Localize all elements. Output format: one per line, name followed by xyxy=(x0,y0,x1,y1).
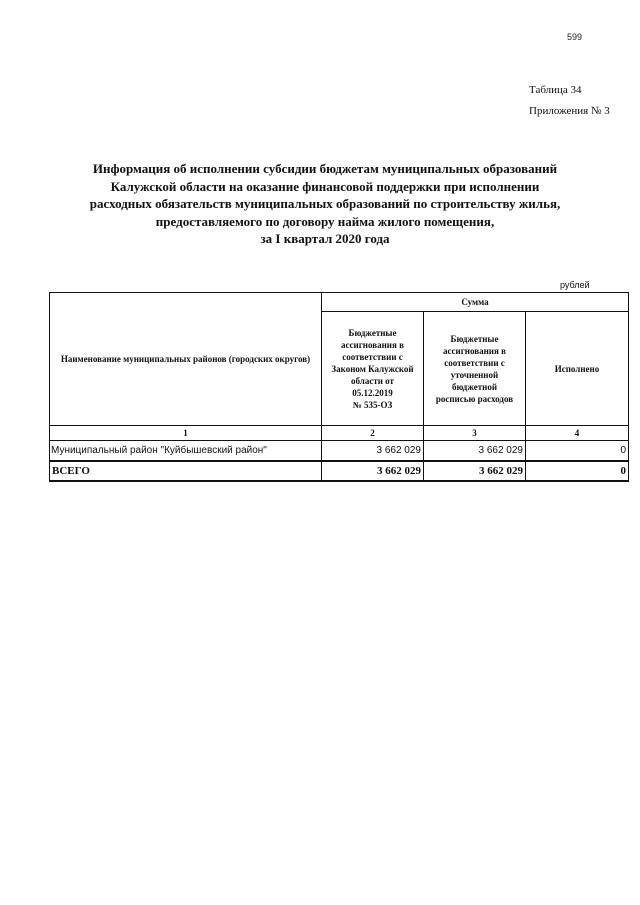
title-line: Информация об исполнении субсидии бюджетам муниципальных образований xyxy=(92,161,558,176)
column-number: 2 xyxy=(322,426,424,441)
district-name: Муниципальный район "Куйбышевский район" xyxy=(50,441,322,461)
total-budget-amount: 3 662 029 xyxy=(424,461,526,481)
column-number: 1 xyxy=(50,426,322,441)
unit-label: рублей xyxy=(560,280,590,290)
page-number: 599 xyxy=(567,32,583,42)
column-header-budget: Бюджетные ассигнования в соответствии с уточненной бюджетной росписью расходов xyxy=(424,312,526,426)
total-executed-amount: 0 xyxy=(526,461,629,481)
executed-amount: 0 xyxy=(526,441,629,461)
table-label: Таблица 34 xyxy=(529,84,582,96)
title-line: Калужской области на оказание финансовой поддержки при исполнении xyxy=(110,178,540,194)
law-amount: 3 662 029 xyxy=(322,441,424,461)
budget-amount: 3 662 029 xyxy=(424,441,526,461)
appendix-label: Приложения № 3 xyxy=(529,105,610,117)
column-header-law: Бюджетные ассигнования в соответствии с Законом Калужской области от 05.12.2019 № 535-ОЗ xyxy=(322,312,424,426)
column-header-sum: Сумма xyxy=(322,293,629,312)
title-line: предоставляемого по договору найма жилого помещения, xyxy=(155,213,495,229)
total-row xyxy=(50,461,629,481)
column-number: 3 xyxy=(424,426,526,441)
column-header-name: Наименование муниципальных районов (городских округов) xyxy=(50,293,322,426)
report-table xyxy=(49,292,629,482)
column-header-executed: Исполнено xyxy=(526,312,629,426)
title-line: расходных обязательств муниципальных образований по строительству жилья, xyxy=(89,196,561,211)
title-line: за I квартал 2020 года xyxy=(260,231,390,246)
total-label: ВСЕГО xyxy=(50,461,322,481)
document-title xyxy=(60,160,590,248)
column-number: 4 xyxy=(526,426,629,441)
table-row xyxy=(50,441,629,461)
total-law-amount: 3 662 029 xyxy=(322,461,424,481)
